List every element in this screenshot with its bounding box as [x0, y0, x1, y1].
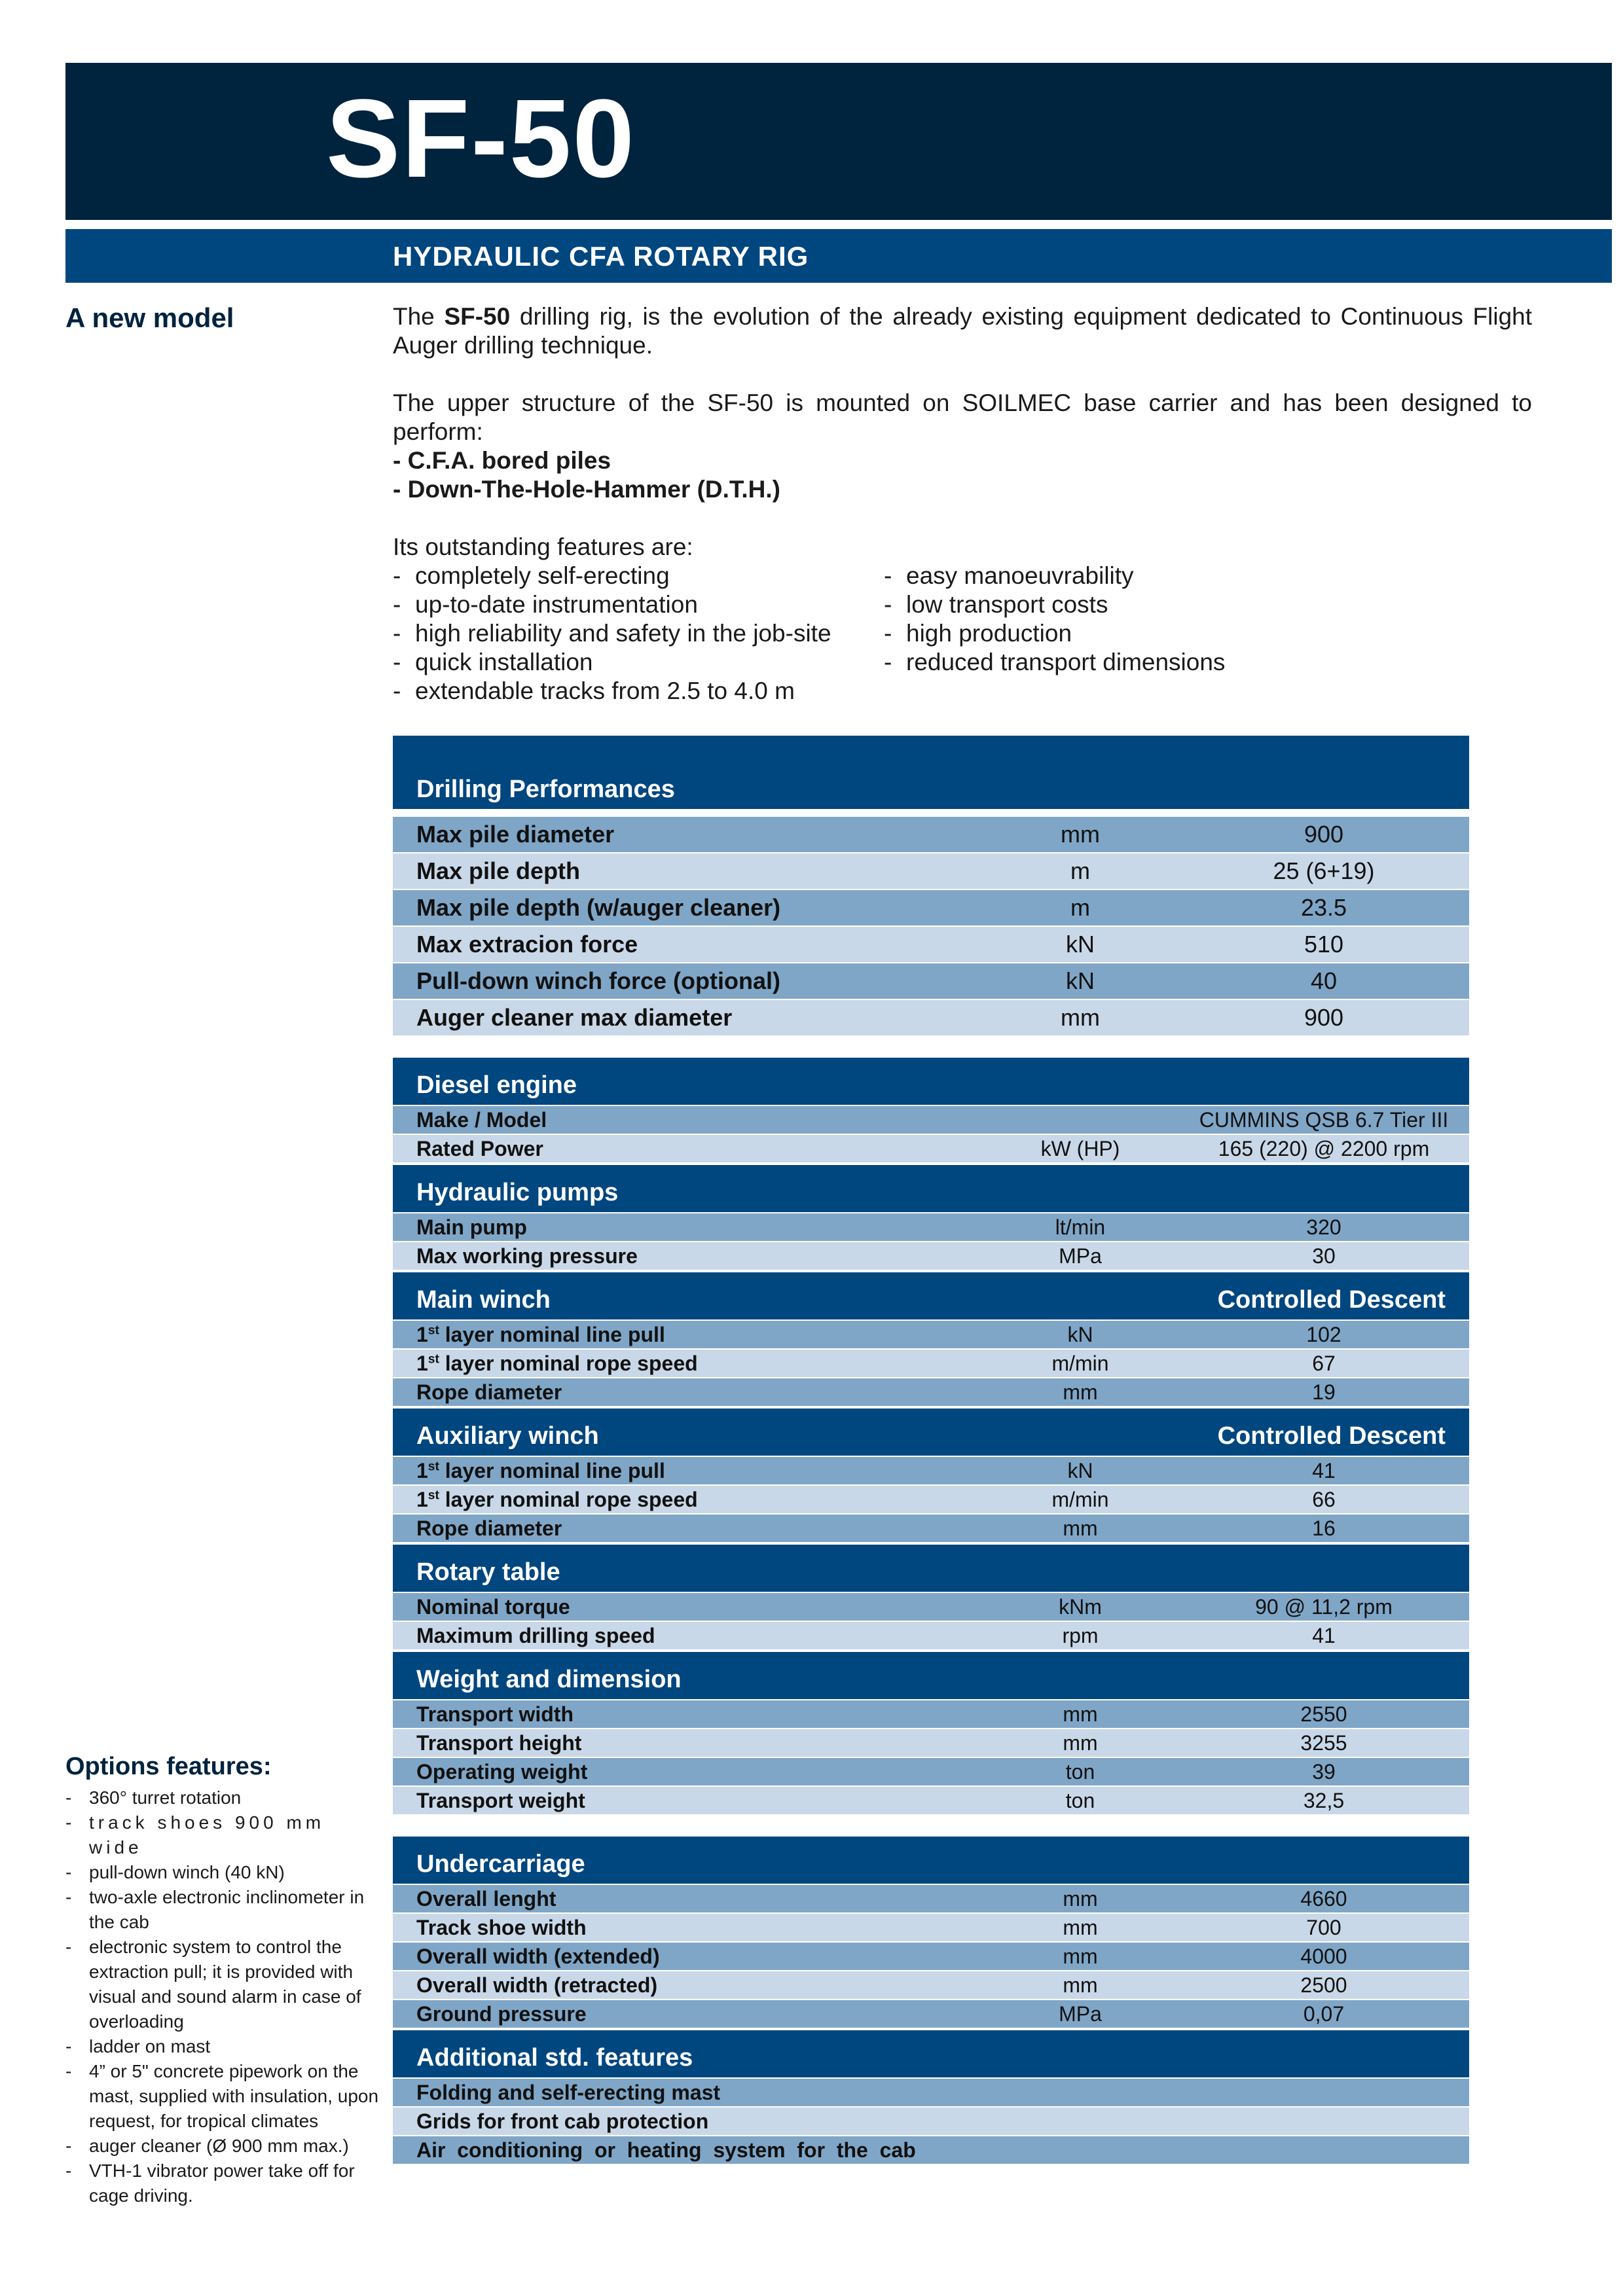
row-unit: kN: [1067, 1458, 1093, 1482]
table-row: [393, 1456, 1469, 1484]
spec-rotary-title: Rotary table: [416, 1558, 560, 1586]
row-unit: ton: [1065, 1788, 1095, 1812]
row-label: Auger cleaner max diameter: [416, 1004, 733, 1031]
feature-item: - up-to-date instrumentation: [393, 590, 884, 619]
bold-item-1: - C.F.A. bored piles: [393, 447, 611, 474]
feature-item: - low transport costs: [884, 590, 1225, 619]
spec-undercarriage-title: Undercarriage: [416, 1850, 585, 1878]
spec-additional-header: [393, 2030, 1469, 2077]
row-label-text: layer nominal line pull: [439, 1458, 665, 1482]
spec-diesel-header: [393, 1058, 1469, 1105]
row-label: Max pile depth: [416, 857, 581, 884]
spec-diesel-rows: [393, 1105, 1469, 1162]
row-label-text: layer nominal rope speed: [439, 1487, 698, 1511]
row-label: Air conditioning or heating system for the cab: [416, 2138, 916, 2162]
subtitle: HYDRAULIC CFA ROTARY RIG: [393, 241, 809, 272]
intro-p1-prefix: The: [393, 303, 445, 330]
spec-weight-title: Weight and dimension: [416, 1666, 682, 1693]
row-unit: mm: [1063, 1702, 1098, 1726]
spec-pumps-header: [393, 1165, 1469, 1212]
row-unit: m: [1070, 894, 1090, 921]
row-label: Max pile diameter: [416, 821, 615, 848]
row-label: Grids for front cab protection: [416, 2109, 709, 2133]
row-label-sup: st: [428, 1323, 439, 1337]
row-label-sup: st: [428, 1488, 439, 1502]
row-unit: mm: [1063, 1380, 1098, 1404]
row-value: 2550: [1300, 1702, 1347, 1726]
row-label: Track shoe width: [416, 1915, 587, 1939]
option-item: - track shoes 900 mm wide: [65, 1810, 380, 1860]
table-row: [393, 1728, 1469, 1757]
row-unit: MPa: [1059, 2001, 1102, 2026]
table-row: [393, 1134, 1469, 1162]
feature-item: - extendable tracks from 2.5 to 4.0 m: [393, 677, 884, 706]
spec-aux-winch: [393, 1408, 1469, 1542]
row-unit: mm: [1063, 1915, 1098, 1939]
row-label: Operating weight: [416, 1759, 588, 1784]
row-unit: kN: [1066, 967, 1095, 994]
row-value: 66: [1312, 1487, 1336, 1511]
row-label: Rope diameter: [416, 1380, 562, 1404]
option-item: - two-axle electronic inclinometer in the cab: [65, 1885, 380, 1935]
table-row: [393, 816, 1469, 852]
intro-paragraph-1: [393, 302, 1532, 360]
row-unit: ton: [1065, 1759, 1095, 1784]
row-value: 900: [1304, 821, 1344, 848]
table-row: [393, 1592, 1469, 1621]
table-row: [393, 1105, 1469, 1134]
spec-additional-title: Additional std. features: [416, 2044, 693, 2072]
row-unit: kW (HP): [1040, 1136, 1120, 1160]
spec-undercarriage-rows: [393, 1884, 1469, 2028]
row-label: Folding and self-erecting mast: [416, 2080, 721, 2104]
row-unit: m: [1070, 857, 1090, 884]
spec-main-winch-title: Main winch: [416, 1286, 551, 1314]
row-label: [393, 1459, 982, 1483]
table-row: [393, 1785, 1469, 1814]
spec-main-winch-mode: Controlled Descent: [1217, 1286, 1446, 1314]
spec-drilling-rows: [393, 816, 1469, 1035]
table-row: [393, 1484, 1469, 1513]
table-row: [393, 1621, 1469, 1649]
row-unit: kNm: [1059, 1594, 1102, 1619]
feature-item: - reduced transport dimensions: [884, 648, 1225, 677]
model-title: SF-50: [326, 77, 636, 201]
table-row: [393, 1513, 1469, 1542]
row-value: 16: [1312, 1516, 1336, 1540]
row-value: 39: [1312, 1759, 1336, 1784]
table-row: [393, 999, 1469, 1035]
row-label-ordinal: 1: [416, 1322, 428, 1346]
intro-paragraph-2: The upper structure of the SF-50 is mounted on SOILMEC base carrier and has been designed to perform:: [393, 389, 1532, 445]
spec-rotary-header: [393, 1545, 1469, 1592]
feature-item: - high production: [884, 619, 1225, 648]
row-value: 67: [1312, 1351, 1336, 1375]
row-label: [393, 1488, 982, 1512]
row-unit: mm: [1063, 1731, 1098, 1755]
row-value: 3255: [1300, 1731, 1347, 1755]
row-unit: m/min: [1051, 1351, 1109, 1375]
row-label-text: layer nominal rope speed: [439, 1351, 698, 1375]
row-label: Overall width (extended): [416, 1944, 660, 1968]
intro-p1-rest: drilling rig, is the evolution of the already existing equipment dedicated to Continuous Flight Auger drilling technique.: [393, 303, 1532, 359]
option-item: - 360° turret rotation: [65, 1785, 380, 1810]
spec-diesel: [393, 1058, 1469, 1162]
intro-text: [393, 302, 1532, 706]
spec-weight-header: [393, 1652, 1469, 1699]
row-value: 4660: [1300, 1886, 1347, 1910]
table-row: [393, 962, 1469, 999]
intro-p1-bold: SF-50: [444, 303, 511, 330]
row-value: 320: [1306, 1215, 1341, 1239]
table-row: [393, 925, 1469, 962]
row-label: Overall lenght: [416, 1886, 556, 1910]
table-row: [393, 2077, 1469, 2106]
option-item: - 4” or 5" concrete pipework on the mast, supplied with insulation, upon request, for tropical climates: [65, 2059, 380, 2134]
row-value: 32,5: [1303, 1788, 1345, 1812]
spec-rotary-rows: [393, 1592, 1469, 1649]
row-unit: mm: [1063, 1973, 1098, 1997]
spec-pumps-title: Hydraulic pumps: [416, 1179, 619, 1206]
spec-main-winch-rows: [393, 1319, 1469, 1406]
spec-pumps: [393, 1165, 1469, 1270]
spec-drilling: [393, 736, 1469, 1035]
row-label-text: layer nominal line pull: [439, 1322, 665, 1346]
row-value: 19: [1312, 1380, 1336, 1404]
row-unit: rpm: [1062, 1623, 1099, 1647]
row-label-sup: st: [428, 1459, 439, 1473]
table-row: [393, 1970, 1469, 1999]
table-row: [393, 852, 1469, 889]
features-list: [393, 562, 1532, 706]
row-unit: m/min: [1051, 1487, 1109, 1511]
row-unit: mm: [1063, 1516, 1098, 1540]
bold-item-2: - Down-The-Hole-Hammer (D.T.H.): [393, 476, 780, 503]
spec-undercarriage-header: [393, 1837, 1469, 1884]
row-value: CUMMINS QSB 6.7 Tier III: [1199, 1107, 1449, 1132]
spec-additional-rows: [393, 2077, 1469, 2164]
row-label: Max extracion force: [416, 931, 638, 958]
row-unit: lt/min: [1055, 1215, 1106, 1239]
row-label: Transport height: [416, 1731, 582, 1755]
subtitle-band: [65, 229, 1612, 283]
row-value: 0,07: [1303, 2001, 1345, 2026]
row-label: Make / Model: [416, 1107, 547, 1132]
option-item: - VTH-1 vibrator power take off for cage driving.: [65, 2159, 380, 2208]
row-label: Overall width (retracted): [416, 1973, 658, 1997]
row-value: 23.5: [1300, 894, 1347, 921]
table-row: [393, 2135, 1469, 2164]
intro-heading: A new model: [65, 302, 234, 333]
row-value: 4000: [1300, 1944, 1347, 1968]
spec-aux-winch-header: [393, 1408, 1469, 1456]
row-label: Max working pressure: [416, 1244, 638, 1268]
spec-pumps-rows: [393, 1212, 1469, 1270]
row-value: 700: [1306, 1915, 1341, 1939]
spec-aux-winch-rows: [393, 1456, 1469, 1542]
option-item: - ladder on mast: [65, 2034, 380, 2059]
row-value: 25 (6+19): [1273, 857, 1375, 884]
row-value: 510: [1304, 931, 1344, 958]
row-label: Pull-down winch force (optional): [416, 967, 780, 994]
row-unit: mm: [1061, 821, 1100, 848]
row-unit: mm: [1061, 1004, 1100, 1031]
row-unit: mm: [1063, 1944, 1098, 1968]
row-value: 900: [1304, 1004, 1344, 1031]
table-row: [393, 1757, 1469, 1785]
features-intro: Its outstanding features are:: [393, 533, 693, 560]
table-row: [393, 889, 1469, 925]
row-value: 41: [1312, 1623, 1336, 1647]
row-label: Transport weight: [416, 1788, 585, 1812]
row-label: Ground pressure: [416, 2001, 587, 2026]
table-row: [393, 1941, 1469, 1970]
spec-drilling-header: [393, 736, 1469, 809]
row-label: Rated Power: [416, 1136, 543, 1160]
option-item: - auger cleaner (Ø 900 mm max.): [65, 2134, 380, 2159]
options-features: [65, 1754, 380, 2208]
table-row: [393, 2106, 1469, 2135]
spec-aux-winch-mode: Controlled Descent: [1217, 1422, 1446, 1450]
row-label: Rope diameter: [416, 1516, 562, 1540]
table-row: [393, 1241, 1469, 1270]
row-label: [393, 1323, 982, 1347]
row-label: Nominal torque: [416, 1594, 570, 1619]
table-row: [393, 1699, 1469, 1728]
spec-additional: [393, 2030, 1469, 2164]
row-label: Max pile depth (w/auger cleaner): [416, 894, 781, 921]
spec-main-winch: [393, 1272, 1469, 1406]
spec-tables: [393, 736, 1469, 2164]
table-row: [393, 1319, 1469, 1348]
options-list: [65, 1785, 380, 2208]
row-value: 30: [1312, 1244, 1336, 1268]
spec-rotary: [393, 1545, 1469, 1649]
spec-drilling-title: Drilling Performances: [416, 776, 675, 803]
option-item: - pull-down winch (40 kN): [65, 1860, 380, 1885]
spec-weight-rows: [393, 1699, 1469, 1814]
row-value: 2500: [1300, 1973, 1347, 1997]
row-label-sup: st: [428, 1352, 439, 1366]
row-value: 165 (220) @ 2200 rpm: [1218, 1136, 1430, 1160]
options-title: Options features:: [65, 1753, 272, 1780]
spec-undercarriage: [393, 1837, 1469, 2028]
row-label: Transport width: [416, 1702, 574, 1726]
row-value: 102: [1306, 1322, 1341, 1346]
row-unit: kN: [1066, 931, 1095, 958]
row-unit: kN: [1067, 1322, 1093, 1346]
row-label: Maximum drilling speed: [416, 1623, 655, 1647]
table-row: [393, 1377, 1469, 1406]
feature-item: - quick installation: [393, 648, 884, 677]
row-unit: MPa: [1059, 1244, 1102, 1268]
feature-item: - high reliability and safety in the job-site: [393, 619, 884, 648]
row-value: 40: [1310, 967, 1338, 994]
row-label-ordinal: 1: [416, 1487, 428, 1511]
row-label: Main pump: [416, 1215, 527, 1239]
feature-item: - easy manoeuvrability: [884, 562, 1225, 590]
spec-diesel-title: Diesel engine: [416, 1071, 577, 1099]
row-label-ordinal: 1: [416, 1351, 428, 1375]
table-row: [393, 1348, 1469, 1377]
features-left-column: [393, 562, 884, 706]
table-row: [393, 1912, 1469, 1941]
table-row: [393, 1212, 1469, 1241]
row-label: [393, 1352, 982, 1376]
spec-main-winch-header: [393, 1272, 1469, 1319]
table-row: [393, 1999, 1469, 2028]
header-band: [65, 63, 1612, 220]
option-item: - electronic system to control the extraction pull; it is provided with visual and sound alarm in case of overloading: [65, 1935, 380, 2034]
row-label-ordinal: 1: [416, 1458, 428, 1482]
spec-aux-winch-title: Auxiliary winch: [416, 1422, 599, 1450]
row-value: 41: [1312, 1458, 1336, 1482]
table-row: [393, 1884, 1469, 1912]
features-right-column: [884, 562, 1225, 706]
row-value: 90 @ 11,2 rpm: [1255, 1594, 1393, 1619]
row-unit: mm: [1063, 1886, 1098, 1910]
feature-item: - completely self-erecting: [393, 562, 884, 590]
spec-weight: [393, 1652, 1469, 1814]
